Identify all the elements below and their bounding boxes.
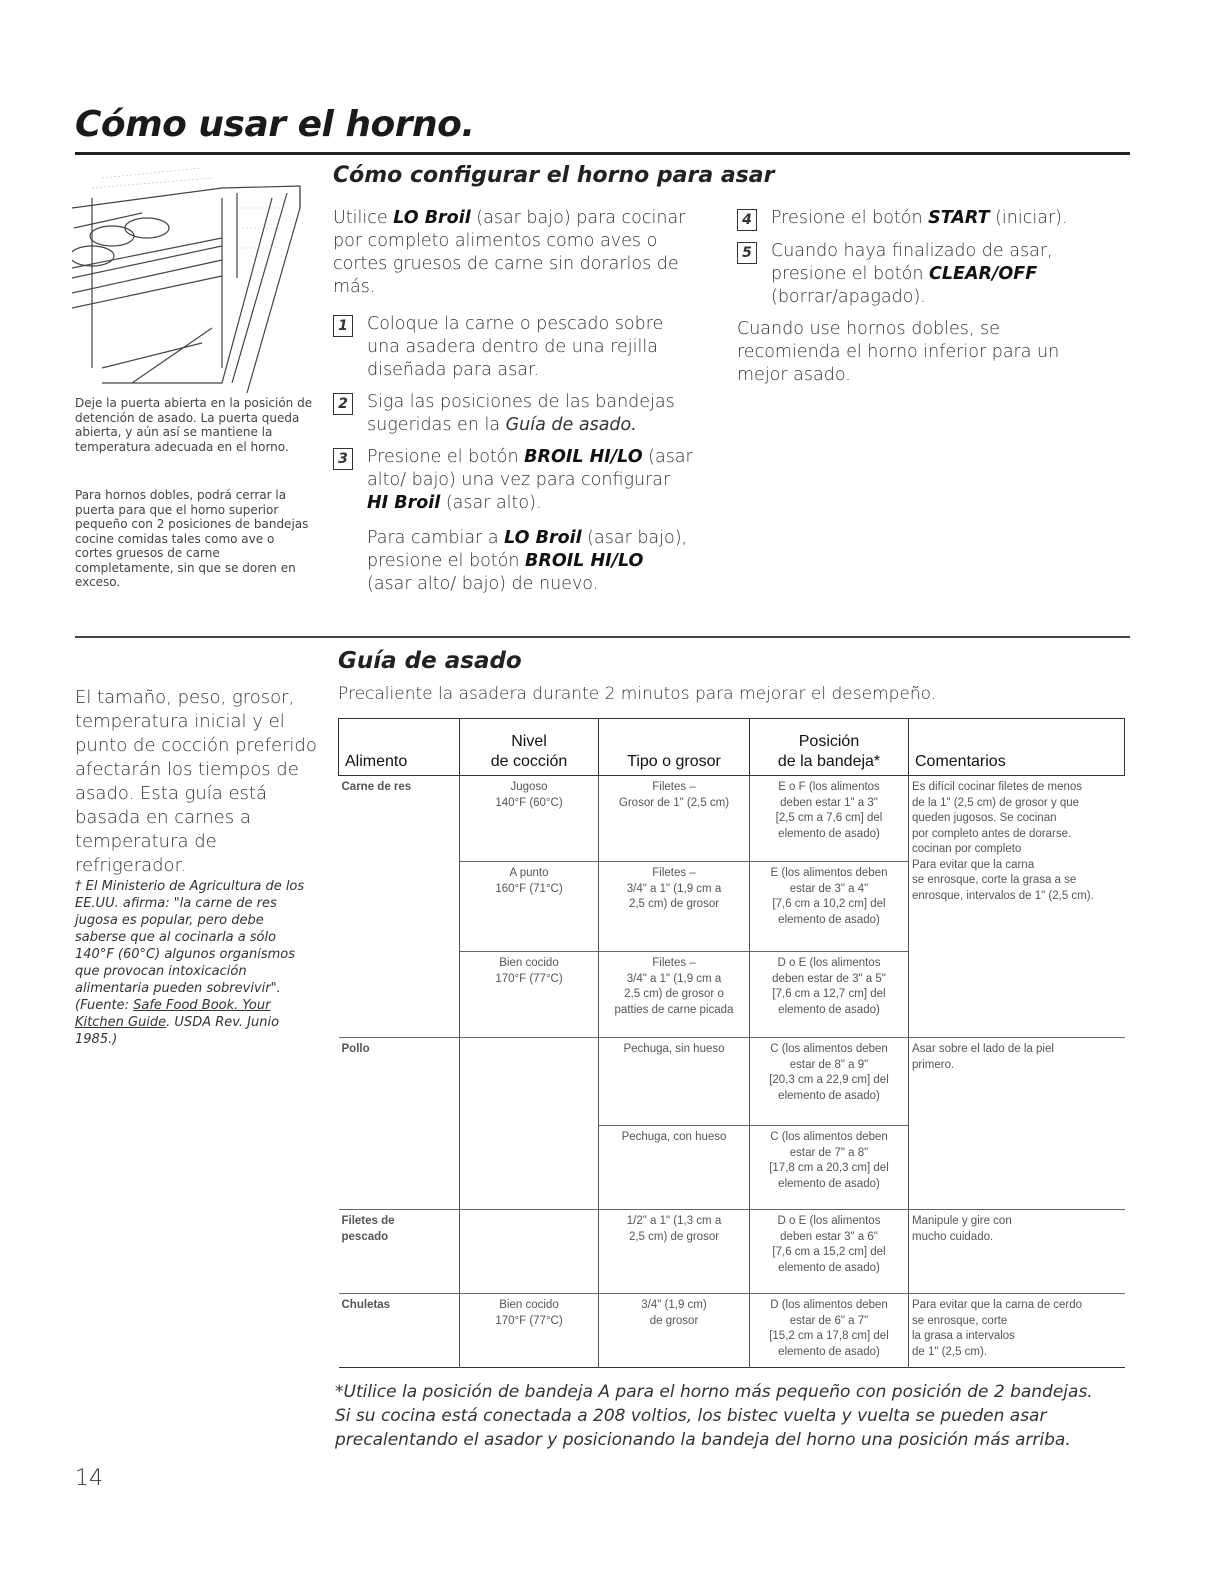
usda-source-link: Safe Food Book. Your Kitchen Guide [75,998,271,1030]
cell-level: Jugoso 140°F (60°C) [460,776,599,862]
step-2-pre: Siga las posiciones de las bandejas sugeridas en la [367,392,675,435]
table-row [339,1294,1125,1368]
table-header-row [339,719,1125,776]
step-text [771,240,1107,309]
step-4-pre: Presione el botón [771,208,929,228]
step-number: 3 [333,448,353,470]
step-text [367,391,693,437]
guide-reference: Guía de asado. [505,415,637,435]
footnote-tray-position: *Utilice la posición de bandeja A para el horno más pequeño con posición de 2 bandejas. [335,1382,1093,1402]
cell-food [339,862,460,952]
cell-food: Filetes de pescado [339,1210,460,1294]
cell-type: Pechuga, con hueso [599,1126,750,1210]
step-3-mid: (asar alto/ bajo) una vez para configurar [367,447,693,490]
step-5-pre: Cuando haya finalizado de asar, presione el botón [771,241,1053,284]
header-food: Alimento [339,719,460,776]
step-text: Coloque la carne o pescado sobre una asadera dentro de una rejilla diseñada para asar. [367,314,664,380]
header-position [750,719,909,776]
section-divider [75,636,1130,638]
cell-type: Filetes – 3/4" a 1" (1,9 cm a 2,5 cm) de grosor [599,862,750,952]
step-3-pre: Presione el botón [367,447,525,467]
guide-subtitle: Precaliente la asadera durante 2 minutos para mejorar el desempeño. [338,684,937,704]
cell-position: D (los alimentos deben estar de 6" a 7" [15,2 cm a 17,8 cm] del elemento de asado) [750,1294,909,1368]
footnote-208-volts: Si su cocina está conectada a 208 voltios, los bistec vuelta y vuelta se pueden asar precalentando el asador y posicionando la bandeja del horno una posición más arriba. [335,1406,1071,1450]
header-level [460,719,599,776]
cell-comments: Es difícil cocinar filetes de menos de la 1" (2,5 cm) de grosor y que queden jugosos. Se cocinan por completo antes de dorarse. cocinan por completo Para evitar que la carna se enrosque, corte la grasa a se enrosque, intervalos de 1" (2,5 cm). [909,776,1125,1038]
lo-broil-keyword: LO Broil [393,208,471,228]
step-number: 1 [333,315,353,337]
lo-broil-note-mid: (asar bajo), presione el botón [367,528,688,571]
usda-note [75,878,310,1048]
cell-food [339,952,460,1038]
step-number: 4 [737,209,757,231]
step-number: 2 [333,393,353,415]
cell-level [460,1210,599,1294]
step-number: 5 [737,242,757,264]
cell-position: C (los alimentos deben estar de 8" a 9" [20,3 cm a 22,9 cm] del elemento de asado) [750,1038,909,1126]
step-4-post: (iniciar). [989,208,1068,228]
cell-position: E (los alimentos deben estar de 3" a 4" [7,6 cm a 10,2 cm] del elemento de asado) [750,862,909,952]
title-divider [75,152,1130,155]
page-title: Cómo usar el horno. [75,104,475,145]
broil-setup-column-1 [333,207,693,596]
step-5-post: (borrar/apagado). [771,287,926,307]
guide-intro: El tamaño, peso, grosor, temperatura inicial y el punto de cocción preferido afectarán los tiempos de asado. Esta guía está basada en carnes a temperatura de refrigerador. [75,687,317,876]
cell-comments: Asar sobre el lado de la piel primero. [909,1038,1125,1210]
start-keyword: START [928,208,990,228]
header-position-line1: Posición [798,733,860,750]
cell-position: D o E (los alimentos deben estar 3" a 6" [7,6 cm a 15,2 cm] del elemento de asado) [750,1210,909,1294]
header-position-line2: de la bandeja* [777,753,881,770]
cell-type: 3/4" (1,9 cm) de grosor [599,1294,750,1368]
cell-level: A punto 160°F (71°C) [460,862,599,952]
table-row [339,1038,1125,1126]
cell-position: E o F (los alimentos deben estar 1" a 3" [2,5 cm a 7,6 cm] del elemento de asado) [750,776,909,862]
cell-food [339,1126,460,1210]
step-1 [333,313,693,382]
step-3 [333,446,693,515]
cell-position: D o E (los alimentos deben estar de 3" a 5" [7,6 cm a 12,7 cm] del elemento de asado) [750,952,909,1038]
step-4 [737,207,1107,231]
cell-comments: Para evitar que la carna de cerdo se enrosque, corte la grasa a intervalos de 1" (2,5 cm). [909,1294,1125,1368]
broil-setup-column-2 [737,207,1107,387]
broil-setup-title: Cómo configurar el horno para asar [333,163,775,188]
clear-off-keyword: CLEAR/OFF [929,264,1038,284]
door-caption: Deje la puerta abierta en la posición de detención de asado. La puerta queda abierta, y aún así se mantiene la temperatura adecuada en el horno. [75,396,313,454]
double-oven-caption: Para hornos dobles, podrá cerrar la puerta para que el horno superior pequeño con 2 posiciones de bandejas cocine comidas tales como ave o cortes gruesos de carne completamente, sin que se doren en exceso. [75,488,309,589]
cell-food: Carne de res [339,776,460,862]
table-row [339,1210,1125,1294]
cell-level: Bien cocido 170°F (77°C) [460,952,599,1038]
cell-level [460,1038,599,1126]
step-text [771,207,1107,230]
cell-type: 1/2" a 1" (1,3 cm a 2,5 cm) de grosor [599,1210,750,1294]
hi-broil-keyword: HI Broil [367,493,441,513]
step-5 [737,240,1107,309]
cell-comments: Manipule y gire con mucho cuidado. [909,1210,1125,1294]
broil-hilo-keyword: BROIL HI/LO [525,551,644,571]
cell-food: Chuletas [339,1294,460,1368]
usda-note-pre: † El Ministerio de Agricultura de los EE.UU. afirma: "la carne de res jugosa es popular, pero debe saberse que al cocinarla a sólo 140°F (60°C) algunos organismos que provocan intoxicación alimentaria pueden sobrevivir". (Fuente: [75,879,305,1013]
step-2 [333,391,693,437]
lo-broil-note-pre: Para cambiar a [367,528,505,548]
cell-type: Filetes – 3/4" a 1" (1,9 cm a 2,5 cm) de grosor o patties de carne picada [599,952,750,1038]
lo-broil-note-post: (asar alto/ bajo) de nuevo. [367,574,599,594]
cell-position: C (los alimentos deben estar de 7" a 8" [17,8 cm a 20,3 cm] del elemento de asado) [750,1126,909,1210]
broil-intro [333,207,693,299]
cell-level [460,1126,599,1210]
lo-broil-keyword: LO Broil [504,528,582,548]
header-type: Tipo o grosor [599,719,750,776]
step-text [367,446,693,515]
page-number: 14 [75,1466,103,1491]
oven-door-illustration [72,168,312,398]
usda-note-post: . USDA Rev. Junio 1985.) [75,1015,280,1047]
broil-intro-pre: Utilice [333,208,394,228]
step-3-post: (asar alto). [440,493,542,513]
cell-type: Pechuga, sin hueso [599,1038,750,1126]
broil-hilo-keyword: BROIL HI/LO [524,447,643,467]
cell-type: Filetes – Grosor de 1" (2,5 cm) [599,776,750,862]
guide-title: Guía de asado [338,648,522,674]
cell-level: Bien cocido 170°F (77°C) [460,1294,599,1368]
header-level-line2: de cocción [490,753,568,770]
lo-broil-note [367,527,693,596]
table-row [339,776,1125,862]
cell-food: Pollo [339,1038,460,1126]
header-comments: Comentarios [909,719,1125,776]
broil-guide-table [338,718,1125,1368]
broil-intro-post: (asar bajo) para cocinar por completo alimentos como aves o cortes gruesos de carne sin dorarlos de más. [333,208,686,297]
header-level-line1: Nivel [511,733,547,750]
double-oven-note: Cuando use hornos dobles, se recomienda el horno inferior para un mejor asado. [737,319,1060,385]
